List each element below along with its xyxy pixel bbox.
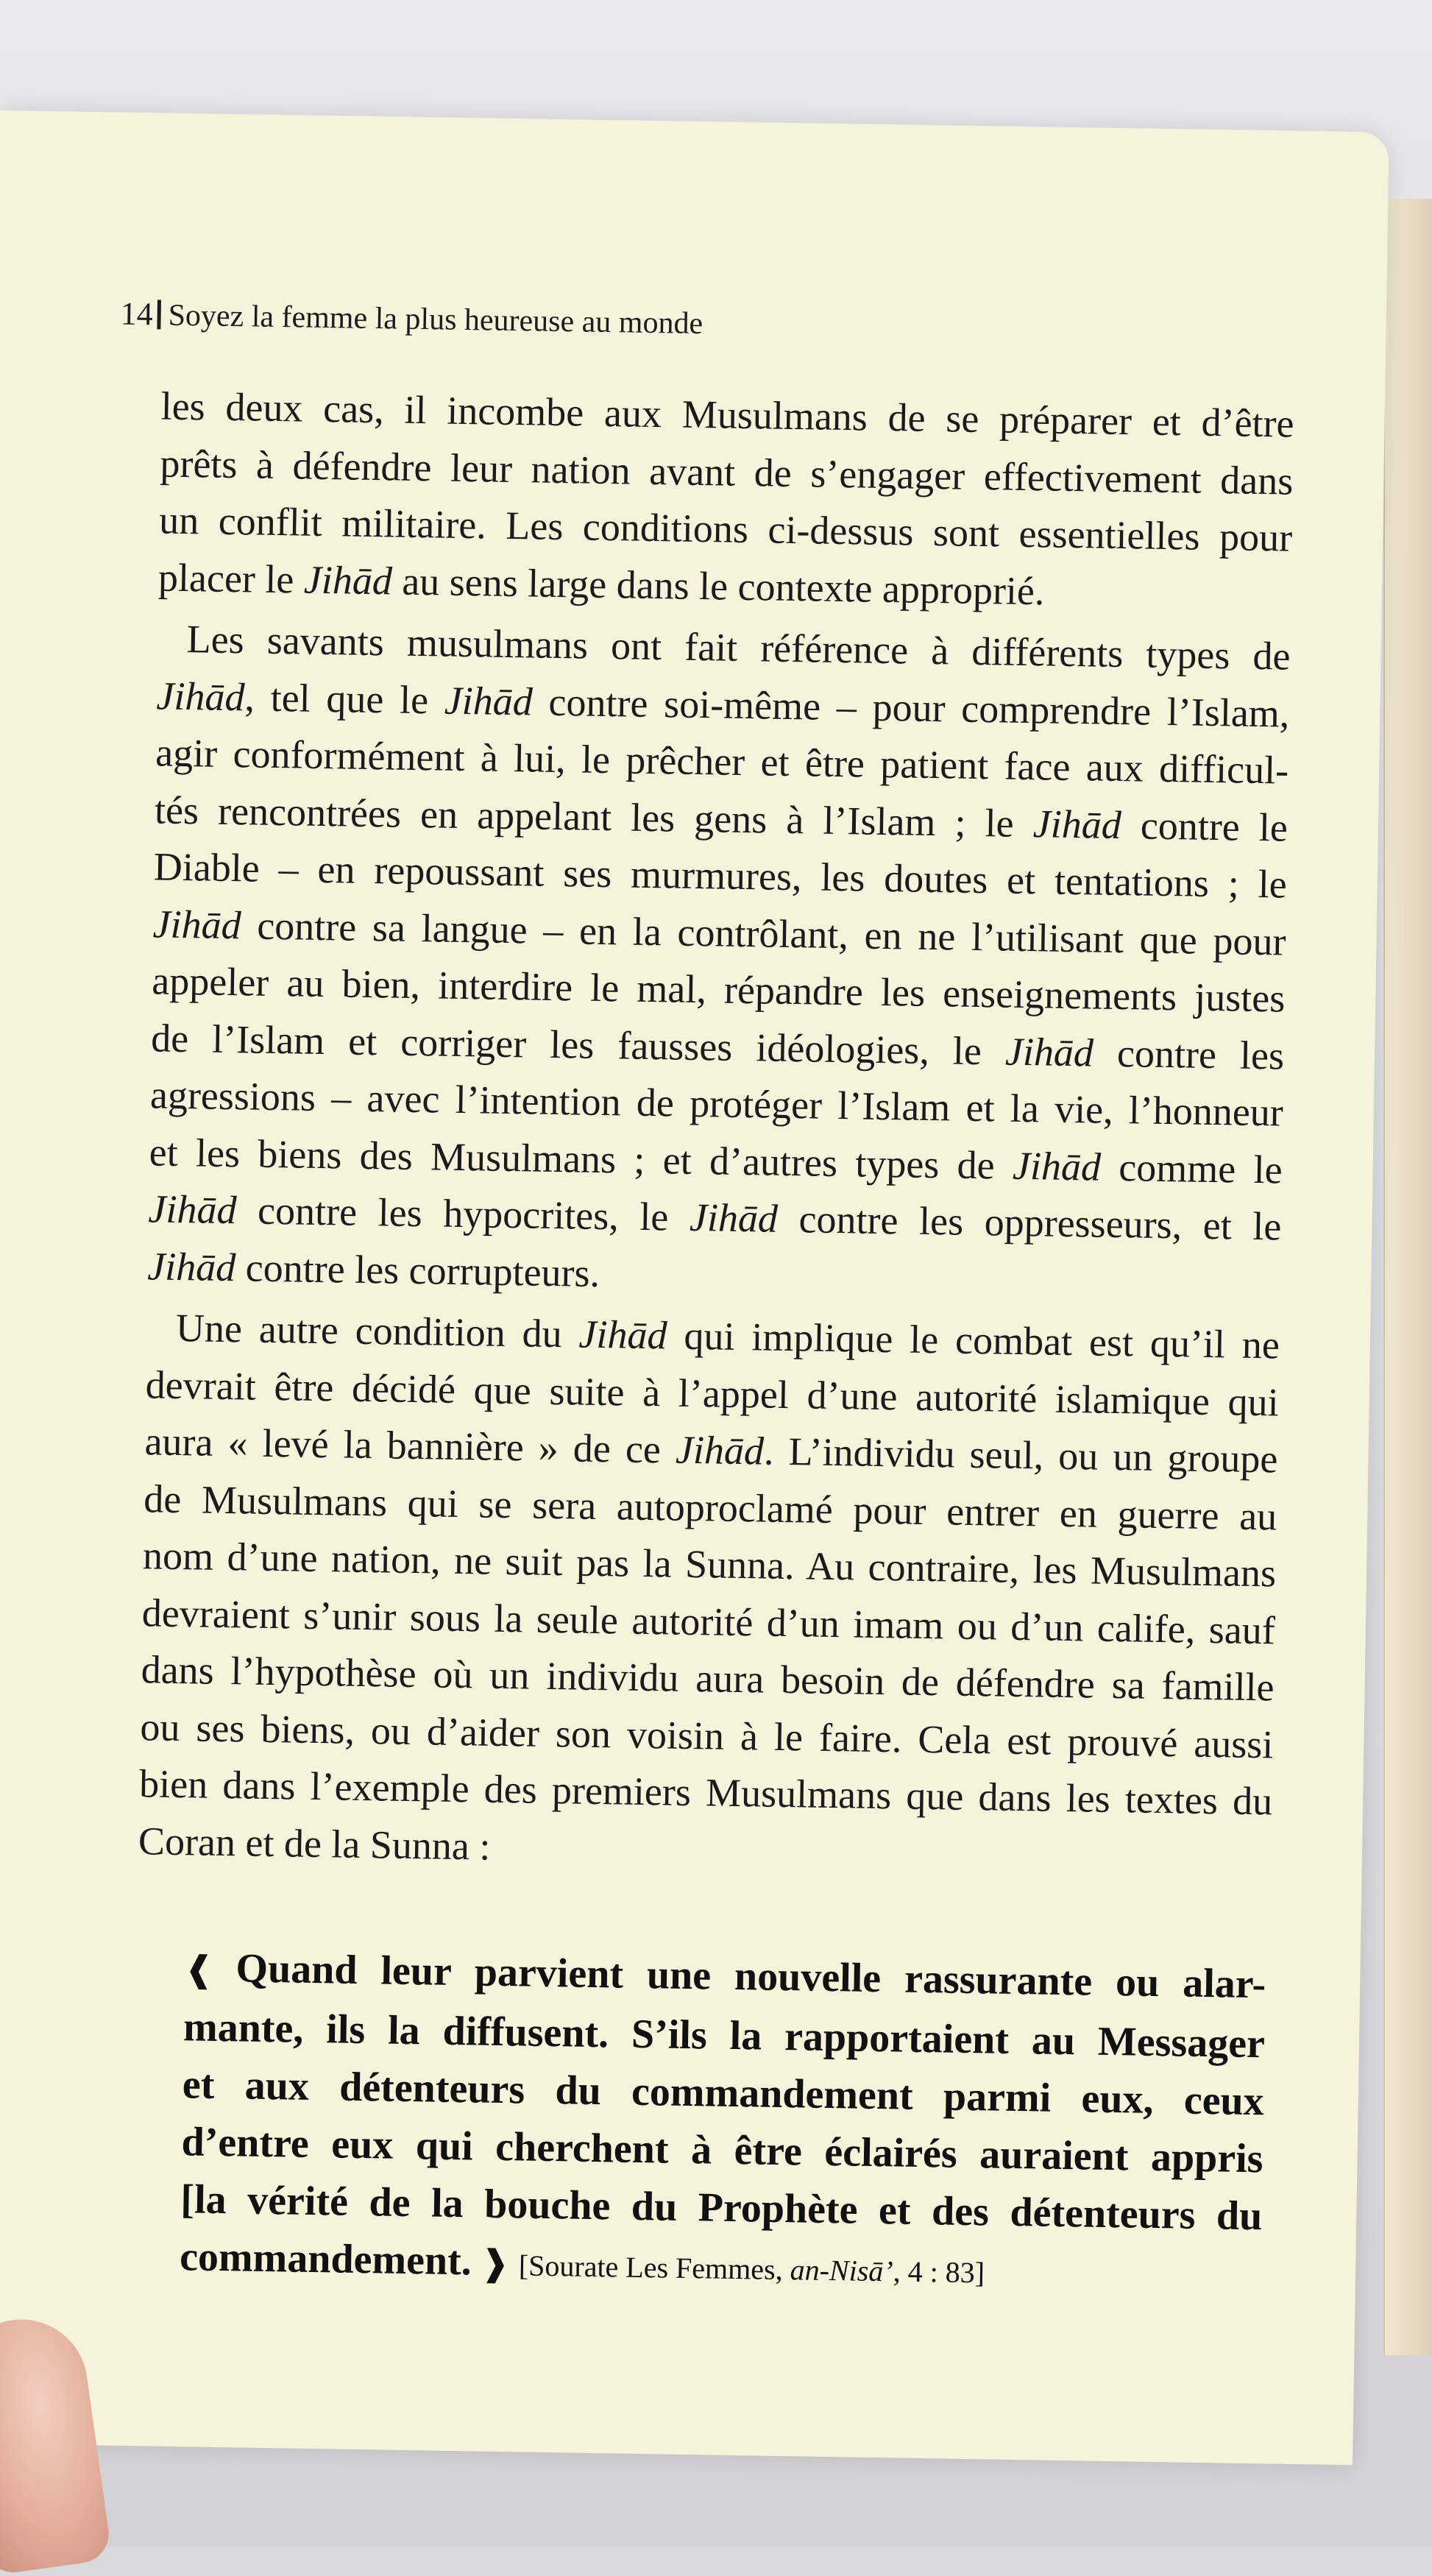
text-line: Diable – en repoussant ses murmures, les doutes et tentations ; le [153,844,1288,907]
text-line: Les savants musulmans ont fait référence à différents types de [186,617,1291,679]
header-divider [157,300,161,329]
quote-line: et aux détenteurs du commandement parmi eux, ceux [182,2062,1265,2125]
text-line: de Musulmans qui se sera autoproclamé pour entrer en guerre au [143,1476,1277,1538]
running-header [120,295,703,342]
text-line: Coran et de la Sunna : [138,1818,491,1869]
quote-line: commandement. ❱ [Sourate Les Femmes, an-Nisā’, 4 : 83] [179,2234,985,2290]
jihad-term: Jihād [303,557,393,603]
quote-close-ornament: ❱ [471,2243,520,2284]
text-line: devrait être décidé que suite à l’appel d’une autorité islamique qui [145,1362,1280,1425]
book-page-edges [1383,199,1432,2355]
jihad-term: Jihād [156,673,245,719]
quote-line: ❰ Quand leur parvient une nouvelle rassurante ou alar- [183,1945,1266,2008]
text-line: agir conformément à lui, le prêcher et être patient face aux difficul- [155,730,1289,793]
jihad-term: Jihād [689,1195,779,1241]
paragraph [138,1299,1280,1887]
jihad-term: Jihād [1004,1029,1094,1075]
paragraph [157,378,1294,623]
text-line: aura « levé la bannière » de ce Jihād. L’individu seul, ou un groupe [144,1419,1278,1482]
text-line: et les biens des Musulmans ; et d’autres types de Jihād comme le [149,1129,1283,1192]
book-page [0,110,1389,2465]
text-line: placer le Jihād au sens large dans le contexte approprié. [157,554,1045,613]
jihad-term: Jihād [444,678,534,723]
jihad-term: Jihād [148,1186,238,1233]
text-line: nom d’une nation, ne suit pas la Sunna. Au contraire, les Musulmans [142,1533,1277,1596]
text-line: Une autre condition du Jihād qui implique le combat est qu’il ne [175,1305,1280,1367]
jihad-term: Jihād [146,1243,236,1289]
text-line: les deux cas, il incombe aux Musulmans de se préparer et d’être [160,383,1295,446]
text-line: un conflit militaire. Les conditions ci-dessus sont essentielles pour [158,498,1293,560]
jihad-term: Jihād [152,901,242,947]
text-line: Jihād contre les corrupteurs. [146,1243,600,1295]
text-line: agressions – avec l’intention de protéger l’Islam et la vie, l’honneur [149,1072,1284,1135]
quran-quote [180,1939,1266,2306]
jihad-term: Jihād [675,1427,765,1473]
page-number: 14 [120,295,154,333]
text-line: devraient s’unir sous la seule autorité d’un imam ou d’un calife, sauf [141,1590,1276,1652]
text-line: dans l’hypothèse où un individu aura besoin de défendre sa famille [141,1647,1275,1710]
jihad-term: Jihād [1032,801,1122,847]
paragraph [147,610,1291,1312]
quote-open-ornament: ❰ [183,1950,236,1990]
jihad-term: Jihād [1012,1143,1102,1189]
quote-reference: [Sourate Les Femmes, an-Nisā’, 4 : 83] [518,2248,985,2290]
text-line: Jihād, tel que le Jihād contre soi-même – pour comprendre l’Islam, [156,673,1290,736]
text-line: Jihād contre sa langue – en la contrôlant, en ne l’utilisant que pour [152,901,1286,964]
quote-line: [la vérité de la bouche du Prophète et des détenteurs du [180,2176,1263,2240]
text-line: appeler au bien, interdire le mal, répandre les enseignements justes [151,958,1286,1021]
jihad-term: Jihād [578,1312,668,1358]
text-line: tés rencontrées en appelant les gens à l’Islam ; le Jihād contre le [154,787,1289,850]
quote-line: mante, ils la diffusent. S’ils la rapportaient au Messager [182,2004,1266,2067]
quote-line: d’entre eux qui cherchent à être éclairés auraient appris [181,2119,1263,2182]
text-line: bien dans l’exemple des premiers Musulmans que dans les textes du [138,1761,1273,1824]
body-text [138,378,1294,1892]
text-line: ou ses biens, ou d’aider son voisin à le faire. Cela est prouvé aussi [140,1704,1274,1766]
book-title: Soyez la femme la plus heureuse au monde [168,298,703,342]
text-line: de l’Islam et corriger les fausses idéologies, le Jihād contre les [150,1015,1285,1078]
text-line: Jihād contre les hypocrites, le Jihād contre les oppresseurs, et le [148,1186,1282,1249]
text-line: prêts à défendre leur nation avant de s’engager effectivement dans [160,440,1294,503]
